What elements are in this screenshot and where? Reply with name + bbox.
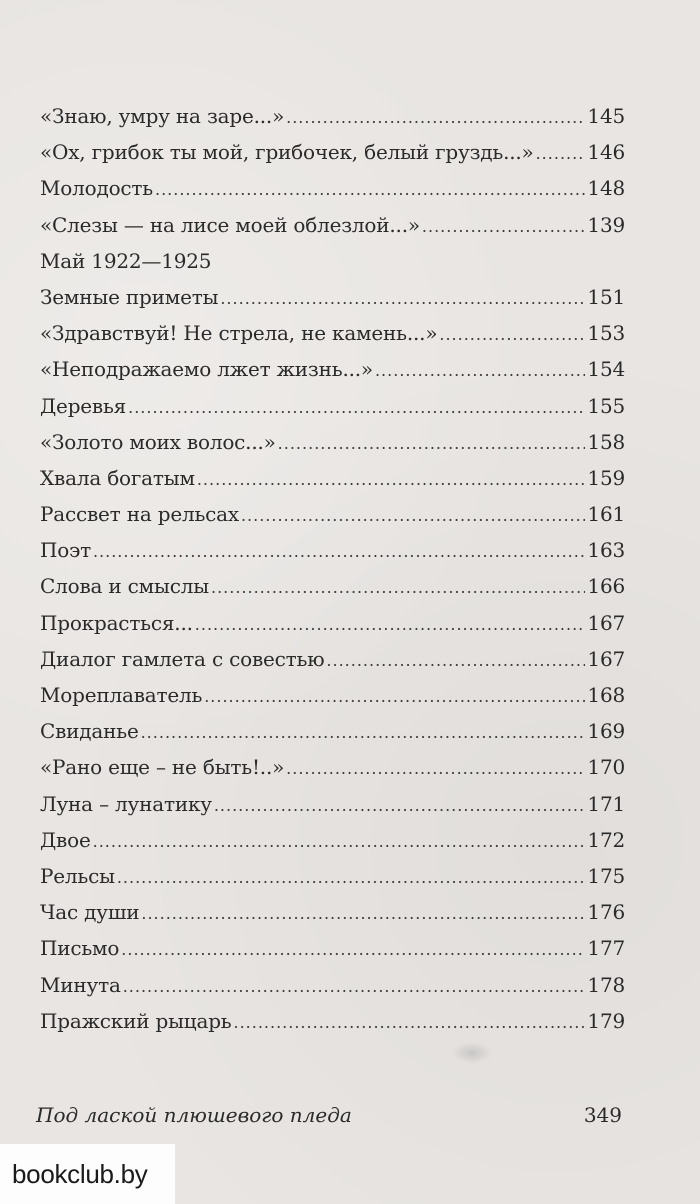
toc-entry <box>40 864 625 900</box>
toc-entry-page: 166 <box>587 574 625 599</box>
toc-entry <box>40 828 625 864</box>
toc-leader-dots <box>197 470 586 489</box>
toc-leader-dots <box>195 615 586 634</box>
toc-entry-title: «Слезы — на лисе моей облезлой...» <box>40 212 420 237</box>
toc-entry-title: Рассвет на рельсах <box>40 502 239 527</box>
toc-entry <box>40 104 625 140</box>
toc-entry-page: 167 <box>587 646 625 671</box>
toc-leader-dots <box>286 108 585 127</box>
toc-entry-page: 169 <box>587 719 625 744</box>
toc-entry <box>40 936 625 972</box>
toc-entry <box>40 176 625 212</box>
toc-leader-dots <box>286 759 585 778</box>
toc-entry-page: 151 <box>587 284 625 309</box>
watermark-label <box>0 1144 175 1204</box>
toc-entry <box>40 285 625 321</box>
toc-leader-dots <box>241 506 585 525</box>
toc-entry-page: 175 <box>587 863 625 888</box>
toc-leader-dots <box>204 687 585 706</box>
toc-entry <box>40 1009 625 1045</box>
toc-entry-page: 163 <box>587 538 625 563</box>
toc-entry-title: «Неподражаемо лжет жизнь...» <box>40 357 373 382</box>
toc-leader-dots <box>422 217 586 236</box>
toc-entry-title: Деревья <box>40 393 127 418</box>
toc-entry-title: Луна – лунатику <box>40 791 212 816</box>
toc-leader-dots <box>121 940 585 959</box>
toc-entry-title: Рельсы <box>40 863 115 888</box>
toc-leader-dots <box>214 796 586 815</box>
toc-entry-title: Мореплаватель <box>40 683 203 707</box>
toc-entry <box>40 321 625 357</box>
toc-leader-dots <box>123 977 586 996</box>
toc-leader-dots <box>93 542 585 561</box>
footer-book-title: Под лаской плюшевого пледа <box>36 1103 352 1127</box>
toc-leader-dots <box>375 361 585 380</box>
watermark-text: bookclub.by <box>12 1158 148 1189</box>
toc-leader-dots <box>155 180 585 199</box>
toc-entry <box>40 719 625 755</box>
toc-entry-page: 172 <box>587 827 625 852</box>
toc-entry-page: 159 <box>587 465 625 490</box>
toc-entry-title: «Знаю, умру на заре...» <box>40 104 285 128</box>
toc-leader-dots <box>141 723 586 742</box>
toc-leader-dots <box>141 904 585 923</box>
toc-entry-title: Прокрасться... <box>40 610 193 635</box>
toc-entry-page: 155 <box>587 393 625 418</box>
toc-entry <box>40 973 625 1009</box>
toc-entry-title: Диалог гамлета с совестью <box>40 646 325 671</box>
toc-leader-dots <box>128 398 585 417</box>
toc-entry <box>40 213 625 249</box>
toc-entry-title: Хвала богатым <box>40 465 195 490</box>
toc-entry <box>40 574 625 610</box>
toc-entry-title: Молодость <box>40 176 153 201</box>
toc-entry <box>40 357 625 393</box>
toc-leader-dots <box>93 832 586 851</box>
toc-entry <box>40 466 625 502</box>
table-of-contents <box>40 104 625 1045</box>
toc-entry-page: 148 <box>587 176 625 201</box>
toc-entry-title: «Золото моих волос...» <box>40 429 276 454</box>
toc-entry-page: 161 <box>587 502 625 527</box>
toc-entry-page: 145 <box>587 104 625 128</box>
toc-entry <box>40 792 625 828</box>
toc-entry-page: 139 <box>587 212 625 237</box>
toc-entry-title: Двое <box>40 827 91 852</box>
toc-entry-title: Слова и смыслы <box>40 574 209 599</box>
toc-entry-title: Свиданье <box>40 719 139 744</box>
toc-entry-title: Письмо <box>40 936 120 961</box>
toc-entry-title: Час души <box>40 900 140 925</box>
toc-entry-title: Поэт <box>40 538 91 563</box>
toc-entry-page: 179 <box>587 1008 625 1033</box>
toc-entry-page: 178 <box>587 972 625 997</box>
toc-leader-dots <box>326 651 585 670</box>
toc-entry-page: 154 <box>587 357 625 382</box>
toc-entry-page: 146 <box>587 140 625 165</box>
toc-entry-page: 153 <box>587 321 625 346</box>
toc-entry-page: 170 <box>587 755 625 780</box>
toc-entry-page: 171 <box>587 791 625 816</box>
footer-page-number: 349 <box>583 1103 622 1127</box>
toc-entry <box>40 900 625 936</box>
toc-entry-page: 177 <box>587 936 625 961</box>
toc-entry-page: 176 <box>587 900 625 925</box>
toc-leader-dots <box>211 578 585 597</box>
toc-entry <box>40 140 625 176</box>
toc-leader-dots <box>233 1013 585 1032</box>
toc-entry <box>40 538 625 574</box>
toc-leader-dots <box>439 325 585 344</box>
toc-entry-title: «Здравствуй! Не стрела, не камень...» <box>40 321 438 346</box>
toc-entry-page: 158 <box>587 429 625 454</box>
toc-entry-title: Май 1922—1925 <box>40 248 212 273</box>
running-footer <box>36 1103 622 1127</box>
toc-entry-title: «Рано еще – не быть!..» <box>40 755 285 780</box>
toc-entry-title: Минута <box>40 972 121 997</box>
toc-entry-page: 168 <box>587 683 625 707</box>
toc-leader-dots <box>220 289 585 308</box>
toc-leader-dots <box>536 144 586 163</box>
paper-smudge <box>452 1042 492 1064</box>
toc-leader-dots <box>278 434 586 453</box>
toc-leader-dots <box>117 868 586 887</box>
toc-entry-title: «Ох, грибок ты мой, грибочек, белый груздь...» <box>40 140 534 165</box>
toc-entry <box>40 611 625 647</box>
toc-entry <box>40 755 625 791</box>
toc-entry <box>40 683 625 719</box>
toc-entry-title: Пражский рыцарь <box>40 1008 232 1033</box>
toc-entry <box>40 394 625 430</box>
toc-section-heading <box>40 249 625 285</box>
toc-entry <box>40 430 625 466</box>
toc-entry <box>40 647 625 683</box>
toc-entry <box>40 502 625 538</box>
toc-entry-title: Земные приметы <box>40 284 219 309</box>
toc-entry-page: 167 <box>587 610 625 635</box>
